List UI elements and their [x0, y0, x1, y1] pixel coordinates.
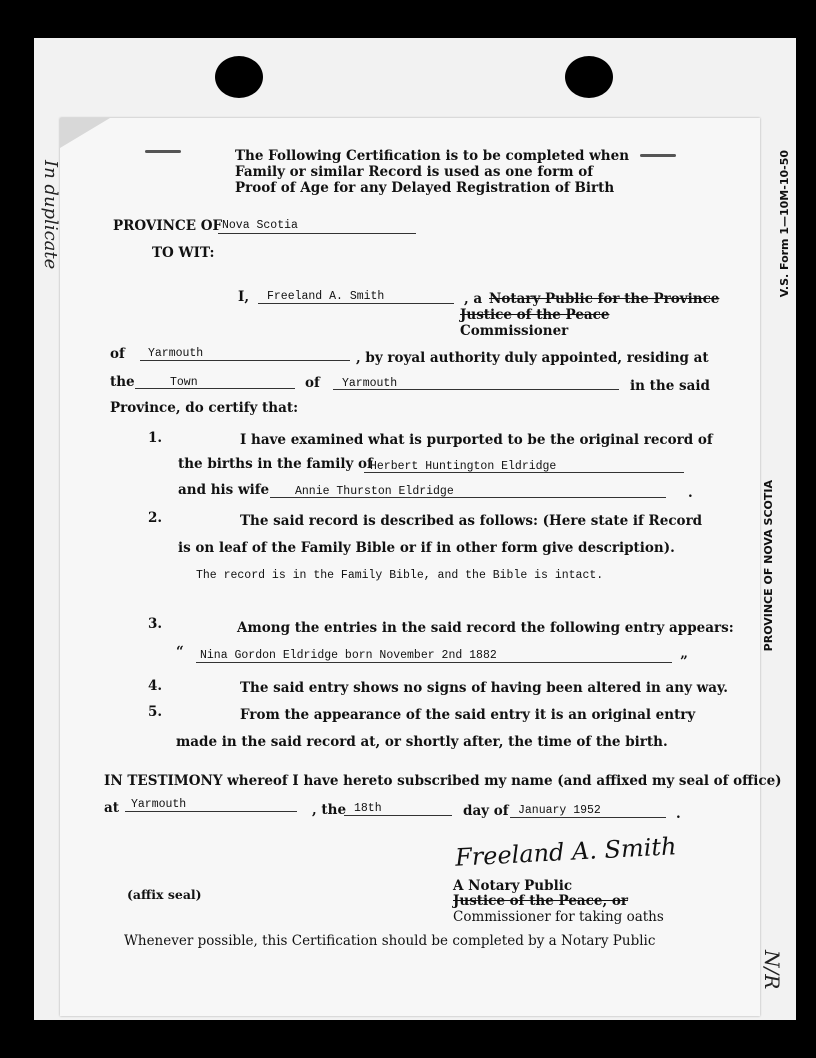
form-code: V.S. Form 1—10M-10-50	[778, 150, 791, 298]
wife-value: Annie Thurston Eldridge	[295, 485, 454, 498]
family-value: Herbert Huntington Eldridge	[370, 460, 557, 473]
punch-hole-right	[565, 56, 613, 98]
item-1-number: 1.	[148, 430, 163, 446]
handwritten-note: In duplicate	[40, 160, 61, 270]
testimony-period: .	[676, 806, 681, 822]
day-of-label: day of	[463, 803, 509, 819]
item-5-text-a: From the appearance of the said entry it is an original entry	[240, 707, 696, 723]
province-value: Nova Scotia	[222, 219, 298, 232]
testimony-text	[104, 773, 782, 789]
declarant-prefix: I,	[238, 289, 250, 305]
item-5-text-b: made in the said record at, or shortly after, the time of the birth.	[176, 734, 668, 750]
testimony-heading: IN TESTIMONY	[104, 773, 223, 789]
affix-seal-label: (affix seal)	[127, 887, 202, 902]
item-4-text: The said entry shows no signs of having been altered in any way.	[240, 680, 728, 696]
item-1-period: .	[688, 485, 693, 501]
declarant-article: , a	[464, 291, 483, 307]
handwritten-corner: N/R	[760, 950, 784, 990]
month-year-value: January 1952	[518, 804, 601, 817]
close-quote: ”	[680, 654, 688, 670]
item-2-text-a: The said record is described as follows: (Here state if Record	[240, 513, 703, 529]
testimony-body: whereof I have hereto subscribed my name (and affixed my seal of office)	[222, 773, 782, 789]
at-value: Yarmouth	[131, 798, 187, 811]
open-quote: “	[176, 644, 184, 660]
royal-authority-text: , by royal authority duly appointed, residing at	[356, 350, 709, 366]
in-said-label: in the said	[630, 378, 710, 394]
declarant-name: Freeland A. Smith	[267, 290, 385, 303]
of2-label: of	[305, 375, 320, 391]
role-notary: A Notary Public	[453, 878, 573, 894]
day-value: 18th	[354, 802, 382, 815]
record-description: The record is in the Family Bible, and the Bible is intact.	[196, 569, 604, 582]
item-2-text-b: is on leaf of the Family Bible or if in other form give description).	[178, 540, 675, 556]
footer-note: Whenever possible, this Certification should be completed by a Notary Public	[124, 933, 656, 949]
at-label: at	[104, 800, 119, 816]
of-value: Yarmouth	[148, 347, 204, 360]
the-label: the	[110, 374, 135, 390]
entry-value: Nina Gordon Eldridge born November 2nd 1882	[200, 649, 497, 662]
item-4-number: 4.	[148, 678, 163, 694]
role-commissioner: Commissioner for taking oaths	[453, 909, 664, 925]
province-certify-line: Province, do certify that:	[110, 400, 299, 416]
signature: Freeland A. Smith	[454, 832, 678, 872]
title-notary: Notary Public for the Province	[489, 291, 720, 307]
header-line-3: Proof of Age for any Delayed Registration of Birth	[235, 180, 615, 196]
role-justice: Justice of the Peace, or	[453, 893, 628, 909]
of-label: of	[110, 346, 125, 362]
title-commissioner: Commissioner	[460, 323, 569, 339]
province-side-label: PROVINCE OF NOVA SCOTIA	[762, 480, 775, 652]
folded-corner	[60, 118, 110, 148]
to-wit-label: TO WIT:	[152, 245, 215, 261]
punch-hole-left	[215, 56, 263, 98]
title-justice: Justice of the Peace	[460, 307, 610, 323]
the-value: Town	[170, 376, 198, 389]
item-3-text: Among the entries in the said record the following entry appears:	[237, 620, 734, 636]
header-line-1: The Following Certification is to be completed when	[235, 148, 630, 164]
item-5-number: 5.	[148, 704, 163, 720]
of2-value: Yarmouth	[342, 377, 398, 390]
paperclip-mark-right	[640, 154, 676, 157]
paperclip-mark-left	[145, 150, 181, 153]
item-1-text-b: the births in the family of	[178, 456, 373, 472]
item-1-text-a: I have examined what is purported to be the original record of	[240, 432, 713, 448]
header-line-2: Family or similar Record is used as one form of	[235, 164, 594, 180]
province-label: PROVINCE OF	[113, 218, 223, 234]
item-2-number: 2.	[148, 510, 163, 526]
item-1-text-c: and his wife	[178, 482, 270, 498]
the-day-label: , the	[312, 802, 347, 818]
item-3-number: 3.	[148, 616, 163, 632]
